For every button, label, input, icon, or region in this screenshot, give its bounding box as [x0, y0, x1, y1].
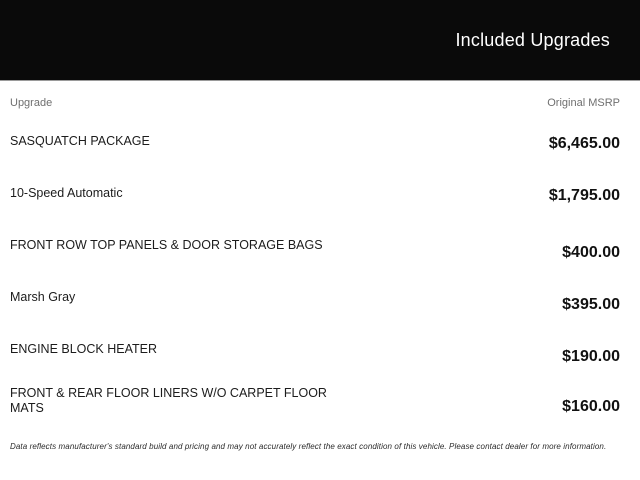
table-row: [10, 167, 620, 219]
upgrade-name: FRONT ROW TOP PANELS & DOOR STORAGE BAGS: [10, 237, 323, 252]
upgrade-price: $190.00: [562, 348, 620, 365]
header-bar: [0, 0, 640, 81]
table-row: [10, 271, 620, 323]
upgrade-price: $400.00: [562, 244, 620, 261]
page-title: Included Upgrades: [455, 29, 610, 50]
upgrade-name: ENGINE BLOCK HEATER: [10, 341, 158, 356]
table-row: [10, 219, 620, 271]
upgrade-price: $1,795.00: [548, 187, 620, 204]
column-header-upgrade: Upgrade: [10, 97, 53, 109]
disclaimer-text: Data reflects manufacturer's standard build and pricing and may not accurately reflect the exact condition of this vehicle. Please contact dealer for more information.: [10, 442, 607, 451]
upgrade-name: FRONT & REAR FLOOR LINERS W/O CARPET FLOOR MATS: [10, 386, 327, 415]
upgrade-price: $160.00: [562, 398, 620, 415]
table-row: [10, 375, 620, 427]
table-body: [10, 115, 620, 427]
upgrade-name: 10-Speed Automatic: [10, 185, 123, 200]
upgrade-price: $6,465.00: [548, 135, 620, 152]
table-row: [10, 323, 620, 375]
table-row: [10, 115, 620, 167]
upgrade-name: Marsh Gray: [10, 289, 76, 304]
column-header-original-msrp: Original MSRP: [547, 97, 620, 109]
upgrades-table: [0, 81, 640, 451]
upgrade-price: $395.00: [562, 296, 620, 313]
upgrade-name: SASQUATCH PACKAGE: [10, 133, 150, 148]
table-header-row: [10, 81, 620, 109]
